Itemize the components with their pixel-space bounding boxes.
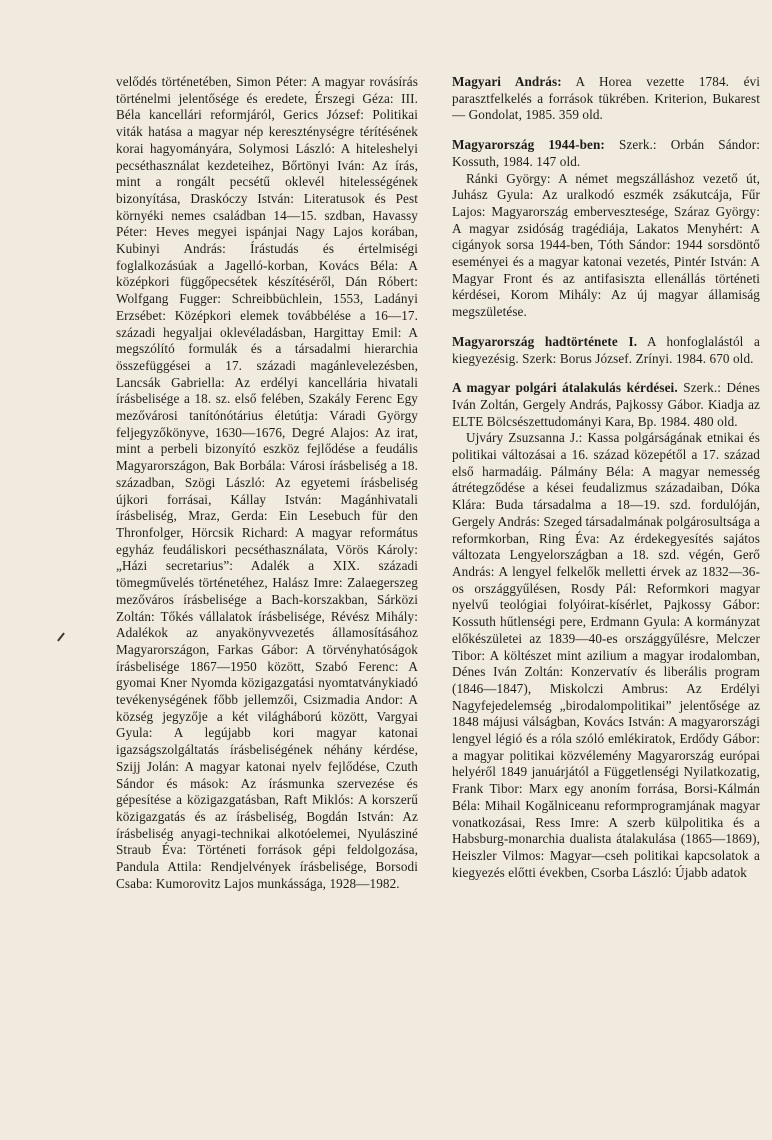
entry-contents: Ránki György: A német megszálláshoz vezető út, Juhász Gyula: Az uralkodó eszmék zsákutcája, Fűr Lajos: Magyarország embervesztesége, Száraz György: A magyar zsidóság tragédiája, Lakatos Menyhért: A cigányok sorsa 1944-ben, Tóth Sándor: 1944 sorsdöntő eseményei és a magyar katonai vezetés, Pintér István: A Magyar Front és az antifasiszta ellenállás történeti kérdései, Korom Mihály: Az új magyar államiság megszületése. [452,170,760,320]
right-column [452,74,760,894]
entry-contents: Ujváry Zsuzsanna J.: Kassa polgárságának etnikai és politikai változásai a 16. század közepétől a 17. század első harmadáig. Pálmány Béla: A magyar nemesség átrétegződése a kései feudalizmus századaiban, Dóka Klára: Buda társadalma a 18—19. szd. fordulóján, Gergely András: Szeged társadalmának polgárosultsága a reformkorban, Ring Éva: Az érdekegyesítés sajátos változata Lengyelországban a 18. szd. végén, Gerő András: A lengyel felkelők melletti érvek az 1832—36-os országgyűlésen, Rosdy Pál: Reformkori magyar nyelvű teológiai folyóirat-kísérlet, Pajkossy Gábor: Kossuth hűtlenségi pere, Erdmann Gyula: A kormányzat előkészületei az 1839—40-es országgyűlésre, Melczer Tibor: A költészet mint azilium a magyar irodalomban, Dénes Iván Zoltán: Konzervatív és liberális program (1846—1847), Miskolczi Ambrus: Az Erdélyi Nagyfejedelemség „birodalompolitikai” jelentősége az 1848 májusi válságban, Kovács István: A magyarországi lengyel légió és a róla szóló emlékiratok, Erdődy Gábor: a magyar politikai közvélemény Magyarország európai helyéről 1849 januárjától a Függetlenségi Nyilatkozatig, Frank Tibor: Marx egy anoním forrása, Borsi-Kálmán Béla: Mihail Kogălniceanu reformprogramjának magyar vonatkozásai, Ress Imre: A szerb külpolitika és a Habsburg-monarchia dualista átalakulása (1865—1869), Heiszler Vilmos: Magyar—cseh politikai kapcsolatok a kiegyezés előtti években, Csorba László: Újabb adatok [452,430,761,880]
entry-title: A magyar polgári átalakulás kérdései. [452,380,678,396]
bibliography-entry [452,137,760,321]
entry-details: A honfoglalástól a kiegyezésig. Szerk: Borus József. Zrínyi. 1984. 670 old. [452,333,760,366]
entry-title: Magyarország 1944-ben: [452,137,605,153]
entry-details: Szerk.: Orbán Sándor: Kossuth, 1984. 147 old. [452,137,761,169]
bibliography-entry [452,380,760,881]
entry-details: Szerk.: Dénes Iván Zoltán, Gergely András, Pajkossy Gábor. Kiadja az ELTE Bölcsészettudományi Kara, Bp. 1984. 480 old. [452,380,760,429]
left-column [116,74,418,892]
margin-mark [57,632,65,641]
bibliography-entry [452,74,760,124]
entry-details: A Horea vezette 1784. évi parasztfelkelés a források tükrében. Kriterion, Bukarest — Gondolat, 1985. 359 old. [452,74,760,123]
entry-title: Magyarország hadtörténete I. [452,333,638,349]
entry-title: Magyari András: [452,74,562,89]
bibliography-entry [452,334,760,367]
left-column-text: velődés történetében, Simon Péter: A magyar rovásírás történelmi jelentősége és eredete, Érszegi Géza: III. Béla kancellári reformjáról, Gerics József: Politikai viták hatása a magyar nép kereszténységre térítésének korai hagyományára, Solymosi László: A hiteleshelyi pecséthasználat kezdeteihez, Bőrtönyi Iván: Az írás, mint a rongált pecsétű oklevél hitelességének bizonyítása, Draskóczy István: Literatusok és Pest környéki nemes családban 14—15. szdban, Havassy Péter: Heves megyei ispánjai Nagy Lajos korában, Kubinyi András: Írástudás és értelmiségi foglalkozásúak a Jagelló-korban, Kovács Béla: A középkori függőpecsétek készítéséről, Dán Róbert: Wolfgang Fugger: Schreibbüchlein, 1553, Ladányi Erzsébet: Középkori elemek továbbélése a 16—17. századi hegyaljai oklevéladásban, Hargittay Emil: A megszólító formulák és a társadalmi hierarchia összefüggései a 17. századi magánlevelezésben, Lancsák Gabriella: Az erdélyi kancellária hivatali írásbelisége a 18. sz. első felében, Szakály Ferenc Egy mezővárosi tanítónótárius életútja: Váradi György feljegyzőkönyve, 1630—1676, Degré Alajos: Az irat, mint a perbeli bizonyító eszköz fejlődése a feudális Magyarországon, Bak Borbála: Városi írásbeliség a 18. században, Szögi László: Az egyetemi írásbeliség újkori forrásai, Kállay István: Magánhivatali írásbeliség, Mraz, Gerda: Ein Lesebuch für den Thronfolger, Hörcsik Richard: A magyar református egyház feudáliskori pecséthasználata, Vörös Károly: „Házi secretarius”: Adalék a XIX. századi tömegművelés történetéhez, Halász Imre: Zalaegerszeg mezőváros írásbelisége a Bach-korszakban, Sárközi Zoltán: Tőkés vállalatok írásbelisége, Révész Mihály: Adalékok az anyakönyvvezetés államosításához Magyarországon, Farkas Gábor: A törvényhatóságok írásbelisége 1867—1950 között, Szabó Ferenc: A gyomai Kner Nyomda közigazgatási nyomtatványkiadó tevékenységének főbb jellemzői, Csizmadia Andor: A község jegyzője a két világháború között, Vargyai Gyula: A legújabb kori magyar katonai igazságszolgáltatás írásbeliségének néhány kérdése, Szijj Jolán: A magyar katonai nyelv fejlődése, Czuth Sándor és mások: Az írásmunka szervezése és gépesítése a közigazgatásban, Raft Miklós: A korszerű közigazgatás és az írásbeliség, Bogdán István: Az írásbeliség anyagi-technikai alkotóelemei, Nyulásziné Straub Éva: Történeti források gépi feldolgozása, Pandula Attila: Rendjelvények írásbelisége, Borsodi Csaba: Kumorovitz Lajos munkássága, 1928—1982. [116,74,418,891]
